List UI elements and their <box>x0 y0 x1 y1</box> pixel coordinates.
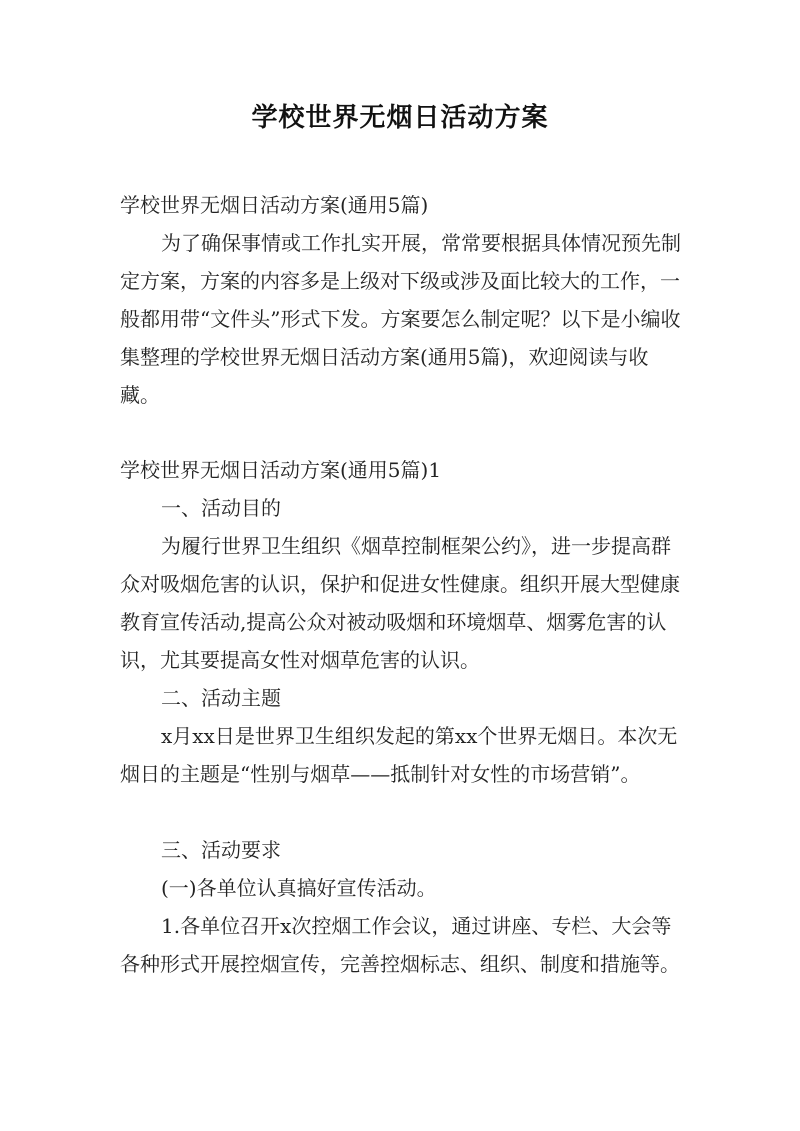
section-heading: 学校世界无烟日活动方案(通用5篇)1 <box>120 458 442 482</box>
document-title: 学校世界无烟日活动方案 <box>251 103 549 133</box>
purpose-paragraph: 为履行世界卫生组织《烟草控制框架公约》，进一步提高群众对吸烟危害的认识，保护和促进女性健康。组织开展大型健康教育宣传活动,提高公众对被动吸烟和环境烟草、烟雾危害的认识，尤其要提高女性对烟草危害的认识。 <box>120 534 680 672</box>
requirements-heading: 三、活动要求 <box>161 838 281 862</box>
requirement-item: 1.各单位召开x次控烟工作会议，通过讲座、专栏、大会等各种形式开展控烟宣传，完善控烟标志、组织、制度和措施等。 <box>120 914 680 976</box>
theme-heading: 二、活动主题 <box>161 686 281 710</box>
document-subtitle: 学校世界无烟日活动方案(通用5篇) <box>120 193 429 217</box>
theme-paragraph: x月xx日是世界卫生组织发起的第xx个世界无烟日。本次无烟日的主题是“性别与烟草——抵制针对女性的市场营销”。 <box>120 724 678 786</box>
requirement-subheading: (一)各单位认真搞好宣传活动。 <box>161 876 437 900</box>
purpose-heading: 一、活动目的 <box>161 496 281 520</box>
intro-paragraph: 为了确保事情或工作扎实开展，常常要根据具体情况预先制定方案，方案的内容多是上级对下级或涉及面比较大的工作，一般都用带“文件头”形式下发。方案要怎么制定呢？以下是小编收集整理的学校世界无烟日活动方案(通用5篇)，欢迎阅读与收藏。 <box>120 231 681 407</box>
